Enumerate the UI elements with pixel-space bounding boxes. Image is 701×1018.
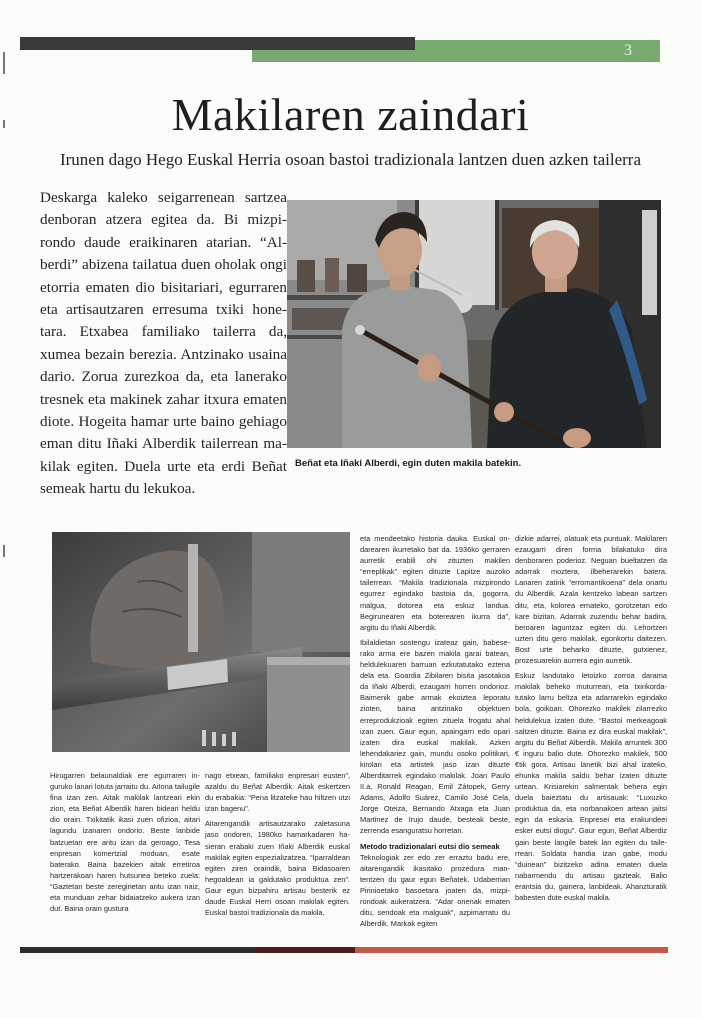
- article-column-3: [360, 533, 510, 933]
- paragraph: Aitarengandik artisautzarako zaletasuna jaso ondoren, 1980ko hamarkadaren hasieran erabaki zuen Iñaki Alberdik euskal makilak egiten espezializatzea. “Iparraldean egiten ziren oraindik, baina Bidasoaren hegoaldean ia galdutako produktua zen”. Gaur egun bizpahiru artisau besterik ez daude Euskal Herri osoan makilak egiten. Euskal bastoi tradizionala da makila,: [205, 819, 350, 918]
- photo-caption: Beñat eta Iñaki Alberdi, egin duten makila batekin.: [295, 458, 522, 469]
- paragraph: Hirugarren belaunaldiak ere egurraren inguruko lanari lotuta jarraitu du. Aitona tailugile fina izan zen. Aitak makilak lantzeari ekin zion, eta Beñat Alberdik haren bideari heldu dio orain. Txikitatik ikasi zuen ofizioa, aitari lagundu izanaren ondorio. Beste lanbide batzuetan ere aritu izan da geroago, Tesa enpresan komertzial moduan, esate baterako. Baina bazekien aitak erretiroa hartzerakoan haren hutsunea beteko zuela: “Gaztetan beste zereginetan aritu izan naiz, eta munduan zehar bidaiatzeko aukera izan dut. Baina orain gustura: [50, 771, 200, 914]
- paragraph: nago etxean, familiako enpresari eusten”, azaldu du Beñat Alberdik. Aitak eskertzen du erabakia: “Pena litzateke hau hiltzen utzi izan bagenu”.: [205, 771, 350, 814]
- photo-illustration: [287, 200, 661, 448]
- paragraph: Ibilaldietan sostengu izateaz gain, babeserako arma ere bazen makila garai batean, heldulekuaren barruan ezkutatutako eztena dela eta. Goardia Zibilaren bisita jasotakoa da Iñaki Alberdi, ezaugarri horren ondorioz. Baimenik gabe armak ekoiztea leporatu zioten, baina antzinako objektuen erreprodukzioak egiten zituela frogatu ahal izan zuen. Gaur egun, apaingarri edo opari izaten dira euskal makilak. Azken lehendakariez gain, mundu osoko politikari, kirolari eta artistek jaso izan dituzte Alberditarrek egindako makilak. Joan Paulo II.a, Ronald Reagan, Emil Zátopek, Gerry Adams, Adolfo Suárez, Camilo José Cela, Jorge Oteiza, Bernando Atxaga eta Juan Martinez de Irujo daude, besteak beste, zerrenda esanguratsu horretan.: [360, 637, 510, 836]
- paragraph: Teknologiak zer edo zer erraztu badu ere, aitarengandik ikasitako prozedura mantentzen du gaur egun Beñatek. Udaberrian Pirinioetako basoetara joaten da, mizpirondoak aukeratzera. “Adar onenak ematen ditu, sendoak eta malguak”, azpimarratu du Alberdik. Markak egiten: [360, 852, 510, 929]
- article-column-1: [50, 770, 200, 918]
- footer-bar: [20, 947, 668, 953]
- photo-illustration: [52, 532, 350, 752]
- page-number: 3: [624, 42, 632, 59]
- article-subtitle: Irunen dago Hego Euskal Herria osoan bastoi tradizionala lantzen duen azken tailerra: [59, 150, 642, 169]
- article-intro: Deskarga kaleko seigarrenean sartzea denboran atzera egitea da. Bi mizpirondo daude eraikinaren atarian. “Alberdi” abizena tailatua duen oholak ongi etorria ematen dio bisitariari, egurraren eta artisautzaren erresuma txiki honetara. Etxabea familiako tailerra da, xumea bezain berezia. Antzinako usaina dario. Zorua zurezkoa da, eta lanerako tresnek eta makinek zahar itxura ematen diote. Hogeita hamar urte baino gehiago eman ditu Iñaki Alberdik tailerrean makilak egiten. Duela urte eta erdi Beñat semeak hartu du lekukoa.: [40, 189, 287, 498]
- photo-engraving-hand: [52, 532, 350, 752]
- scan-artifact: [3, 545, 5, 557]
- section-heading: Metodo tradizionalari eutsi dio semeak: [360, 841, 500, 851]
- footer-bar-red-segment: [355, 947, 668, 953]
- paragraph: eta mendeetako historia dauka. Euskal ondarearen ikurretako bat da. 1936ko gerraren aurretik erabili ohi zituzten makilen “erreplikak” egiten dituzte Lapitze auzoko tailerrean. “Makila tradizionala mizpirondo egurrez egindako bastoia da, gogorra, malgua, dotorea eta eskuz landua. Begirunearen eta boterearen ikurra da”, argitu du Iñaki Alberdik.: [360, 534, 510, 632]
- photo-alberdi-father-son: [287, 200, 661, 448]
- paragraph: dizkie adarrei, olatuak eta puntuak. Makilaren ezaugarri diren forma bilakatuko dira denboraren poderioz. Neguan bueltatzen da adarrak moztera, ilbeherarekin batera. Lanaren zatirik “erromantikoena” dela onartu du Alberdik. Azala kentzeko labean sartzen ditu, eta, kolorea emateko, gorotzetan edo kare bizitan. Adarrak zuzendu behar badira, beroaren laguntzaz egiten du. Lehortzen uzten ditu gero makilak, egonkortu daitezen. Bost urte beharko dituzte, gutxienez, prozesuarekin aurrera egin aurretik.: [515, 534, 667, 666]
- footer-bar-brown-segment: [255, 947, 355, 953]
- header-dark-bar: [20, 37, 415, 50]
- footer-bar-dark-segment: [20, 947, 255, 953]
- article-title: Makilaren zaindari: [171, 89, 530, 140]
- scan-artifact: [3, 52, 5, 74]
- paragraph: Eskuz landutako letoizko zorroa darama makilak beheko muturrean, eta txirikordatutako larru beltza eta adarrarekin egindako bola, goikoan. Ohorezko makilek zilarrezko heldulekua izaten dute. “Bastoi merkeagoak saltzen dituzte. Baina ez dira euskal makilak”, argitu du Beñat Alberdik. Makila arruntek 300 € inguru balio dute. Ohorezko makilek, 500 €tik gora. Artisau lanetik bizi ahal izateko, ehunka makila saldu behar izaten dituzte urtean. Krisiarekin salmentak behera egin duela baieztatu du artisauak: “Luxuzko produktua da, eta norbanakoen artean jaitsi egin da eskaria. Enpresei eta erakundeei esker eutsi diogu”. Gaur egun, Beñat Alberdiz gain beste langile batek lan egiten du tailerrean. Soldata handia izan gabe, modu “duinean” bizitzeko adina ematen duela nabarmendu du artisau gazteak. Balio erantsia du, gainera, lanbideak. Ahanzturatik babesten dute euskal makila.: [515, 671, 667, 902]
- article-column-4: [515, 533, 667, 907]
- article-column-2: [205, 770, 350, 922]
